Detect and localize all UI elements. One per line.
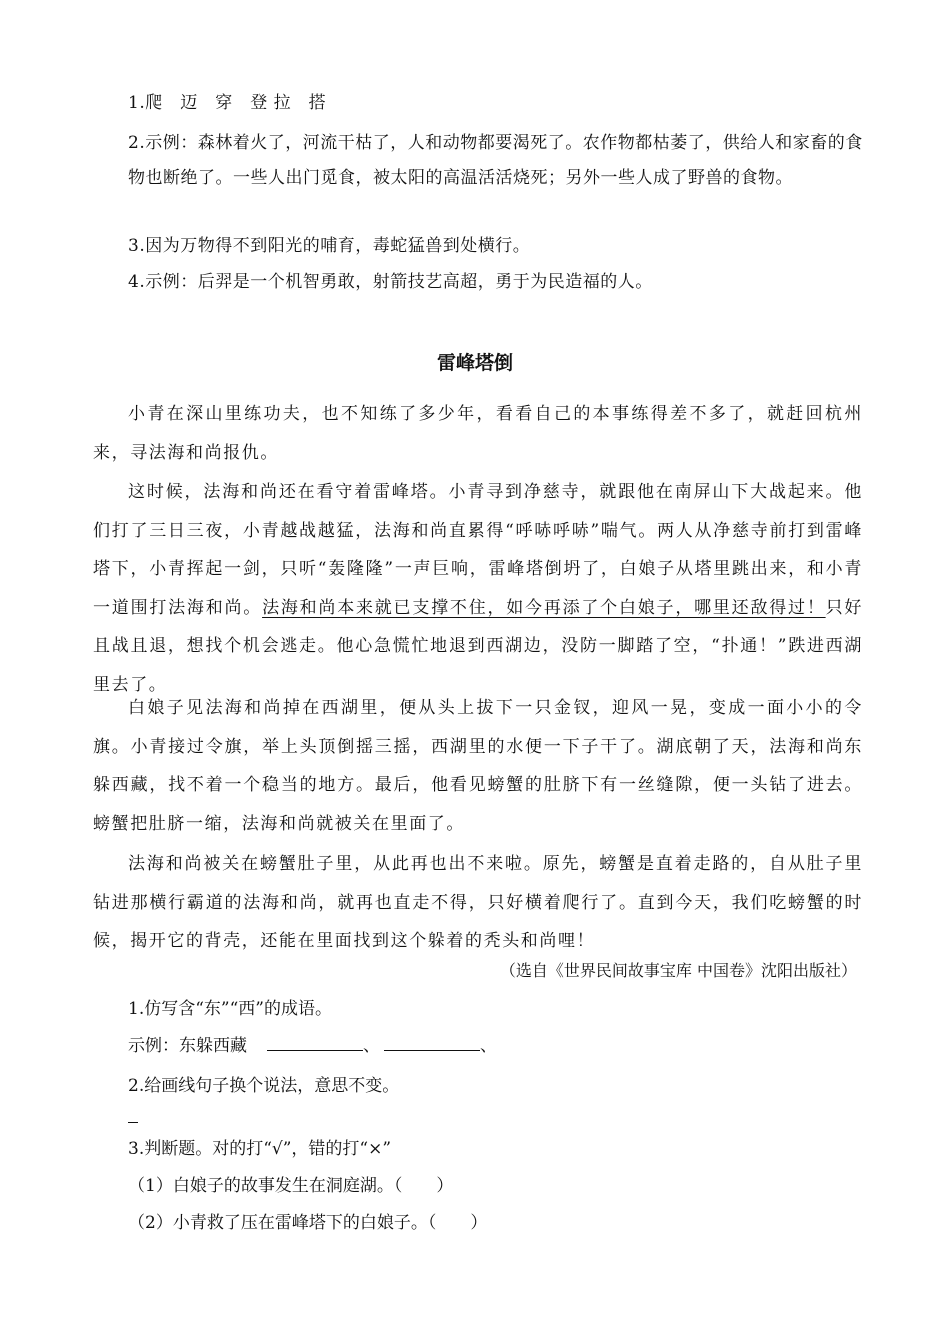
story-paragraph-1: 小青在深山里练功夫，也不知练了多少年，看看自己的本事练得差不多了，就赶回杭州来，寻法海和尚报仇。 xyxy=(93,404,863,463)
answer-2: 2.示例：森林着火了，河流干枯了，人和动物都要渴死了。农作物都枯萎了，供给人和家畜的食物也断绝了。一些人出门觅食，被太阳的高温活活烧死；另外一些人成了野兽的食物。 xyxy=(128,133,863,188)
source-citation: （选自《世界民间故事宝库 中国卷》沈阳出版社） xyxy=(499,961,857,980)
question-3: 3.判断题。对的打“√”，错的打“×” xyxy=(128,1139,392,1159)
question-1: 1.仿写含“东”“西”的成语。 xyxy=(128,999,332,1019)
paragraph-2-text-before: 这时候，法海和尚还在看守着雷峰塔。小青寻到净慈寺，就跟他在南屏山下大战起来。他们打了三日三夜，小青越战越猛，法海和尚直累得“呼哧呼哧”喘气。两人从净慈寺前打到雷峰塔下，小青挥起一剑，只听“轰隆隆”一声巨响，雷峰塔倒坍了，白娘子从塔里跳出来，和小青一道围打法海和尚。 xyxy=(93,482,863,618)
question-1-example: 示例：东躲西藏 xyxy=(128,1036,247,1056)
question-3-item-2: （2）小青救了压在雷峰塔下的白娘子。（ ） xyxy=(128,1213,488,1233)
story-title: 雷峰塔倒 xyxy=(436,352,513,374)
answer-blank-1[interactable] xyxy=(267,1034,363,1051)
question-2: 2.给画线句子换个说法，意思不变。 xyxy=(128,1076,400,1096)
answer-3: 3.因为万物得不到阳光的哺育，毒蛇猛兽到处横行。 xyxy=(128,236,531,256)
paragraph-2-text-after: 只好且战且退，想找个机会逃走。他心急慌忙地退到西湖边，没防一脚踏了空，“扑通！”跌进西湖里去了。 xyxy=(93,597,863,695)
separator-2: 、 xyxy=(480,1036,497,1056)
question-2-answer-line[interactable] xyxy=(128,1122,138,1123)
story-paragraph-3: 白娘子见法海和尚掉在西湖里，便从头上拔下一只金钗，迎风一晃，变成一面小小的令旗。小青接过令旗，举上头顶倒摇三摇，西湖里的水便一下子干了。湖底朝了天，法海和尚东躲西藏，找不着一个稳当的地方。最后，他看见螃蟹的肚脐下有一丝缝隙，便一头钻了进去。螃蟹把肚脐一缩，法海和尚就被关在里面了。 xyxy=(93,698,863,834)
question-3-item-1: （1）白娘子的故事发生在洞庭湖。（ ） xyxy=(128,1176,454,1196)
story-paragraph-2 xyxy=(93,473,863,704)
answer-4: 4.示例：后羿是一个机智勇敢，射箭技艺高超，勇于为民造福的人。 xyxy=(128,272,653,292)
answer-blank-2[interactable] xyxy=(384,1034,480,1051)
question-1-example-line xyxy=(128,1031,497,1056)
separator-1: 、 xyxy=(363,1036,380,1056)
answer-1: 1.爬 迈 穿 登 拉 搭 xyxy=(128,93,327,113)
underlined-sentence: 法海和尚本来就已支撑不住，如今再添了个白娘子，哪里还敌得过！ xyxy=(262,597,826,618)
story-paragraph-4: 法海和尚被关在螃蟹肚子里，从此再也出不来啦。原先，螃蟹是直着走路的，自从肚子里钻进那横行霸道的法海和尚，就再也直走不得，只好横着爬行了。直到今天，我们吃螃蟹的时候，揭开它的背壳，还能在里面找到这个躲着的秃头和尚哩！ xyxy=(93,854,863,951)
